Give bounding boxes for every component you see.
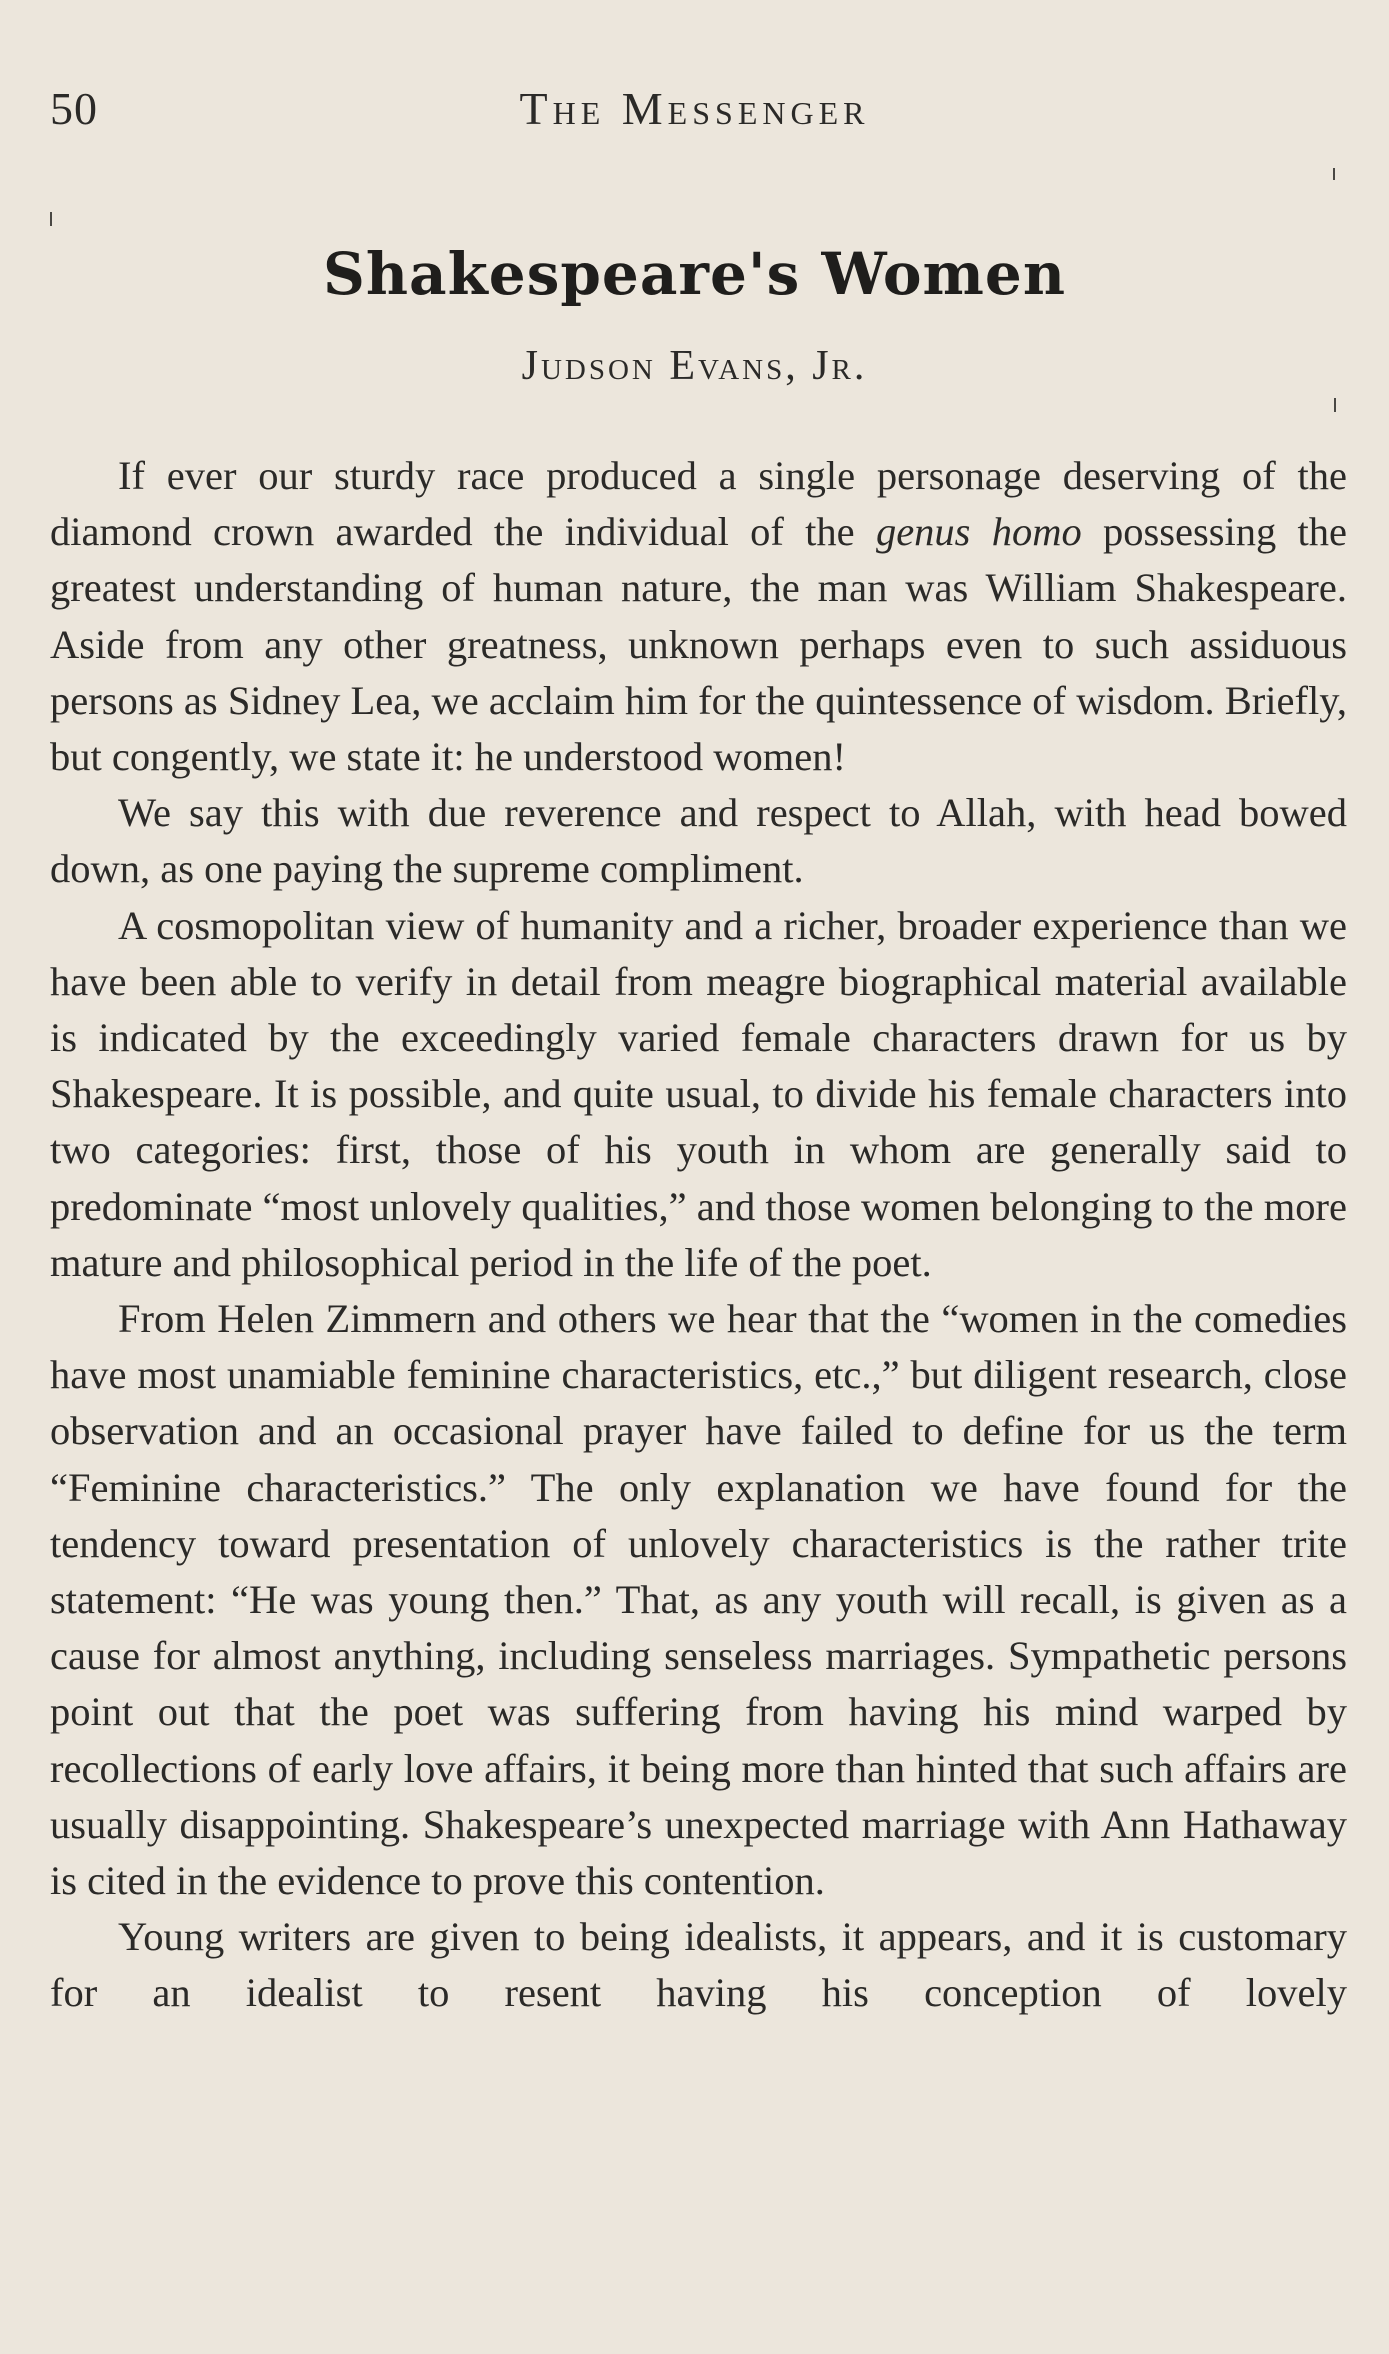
paragraph-text: Young writers are given to being idealists, it appears, and it is customary for an idealist to resent having his conception of lovely	[50, 1914, 1347, 2016]
print-speck	[50, 212, 52, 226]
page-number: 50	[50, 83, 98, 134]
article-body	[50, 448, 1347, 2022]
article-title: Shakespeare's Women	[322, 240, 1066, 308]
paragraph-text: possessing the greatest understanding of human nature, the man was William Shakespeare. Aside from any other greatness, unknown perhaps even to such assiduous persons as Sidney Lea, we acclaim him for the quintessence of wisdom. Briefly, but congently, we state it: he understood women!	[50, 509, 1347, 780]
print-speck	[1334, 398, 1336, 412]
running-title: The Messenger	[519, 83, 870, 134]
paragraph-text: We say this with due reverence and respect to Allah, with head bowed down, as one paying the supreme compliment.	[50, 790, 1347, 892]
print-speck	[1333, 168, 1335, 180]
italic-phrase: genus homo	[875, 509, 1082, 555]
paragraph	[50, 1291, 1347, 1909]
paragraph	[50, 785, 1347, 897]
paragraph	[50, 1909, 1347, 2021]
paragraph-text: A cosmopolitan view of humanity and a richer, broader experience than we have been able to verify in detail from meagre biographical material available is indicated by the exceedingly varied female characters drawn for us by Shakespeare. It is possible, and quite usual, to divide his female characters into two categories: first, those of his youth in whom are generally said to predominate “most unlovely qualities,” and those women belonging to the more mature and philosophical period in the life of the poet.	[50, 902, 1347, 1285]
paragraph	[50, 898, 1347, 1291]
paragraph	[50, 448, 1347, 785]
paragraph-text: If ever our sturdy race produced a single personage deserving of the diamond crown awarded the individual of the	[50, 453, 1347, 555]
paragraph-text: From Helen Zimmern and others we hear that the “women in the comedies have most unamiable feminine characteristics, etc.,” but diligent research, close observation and an occasional prayer have failed to define for us the term “Feminine characteristics.” The only explanation we have found for the tendency toward presentation of unlovely characteristics is the rather trite statement: “He was young then.” That, as any youth will recall, is given as a cause for almost anything, including senseless marriages. Sympathetic persons point out that the poet was suffering from having his mind warped by recollections of early love affairs, it being more than hinted that such affairs are usually disappointing. Shakespeare’s unexpected marriage with Ann Hathaway is cited in the evidence to prove this contention.	[50, 1296, 1347, 1904]
article-author: Judson Evans, Jr.	[521, 343, 868, 389]
